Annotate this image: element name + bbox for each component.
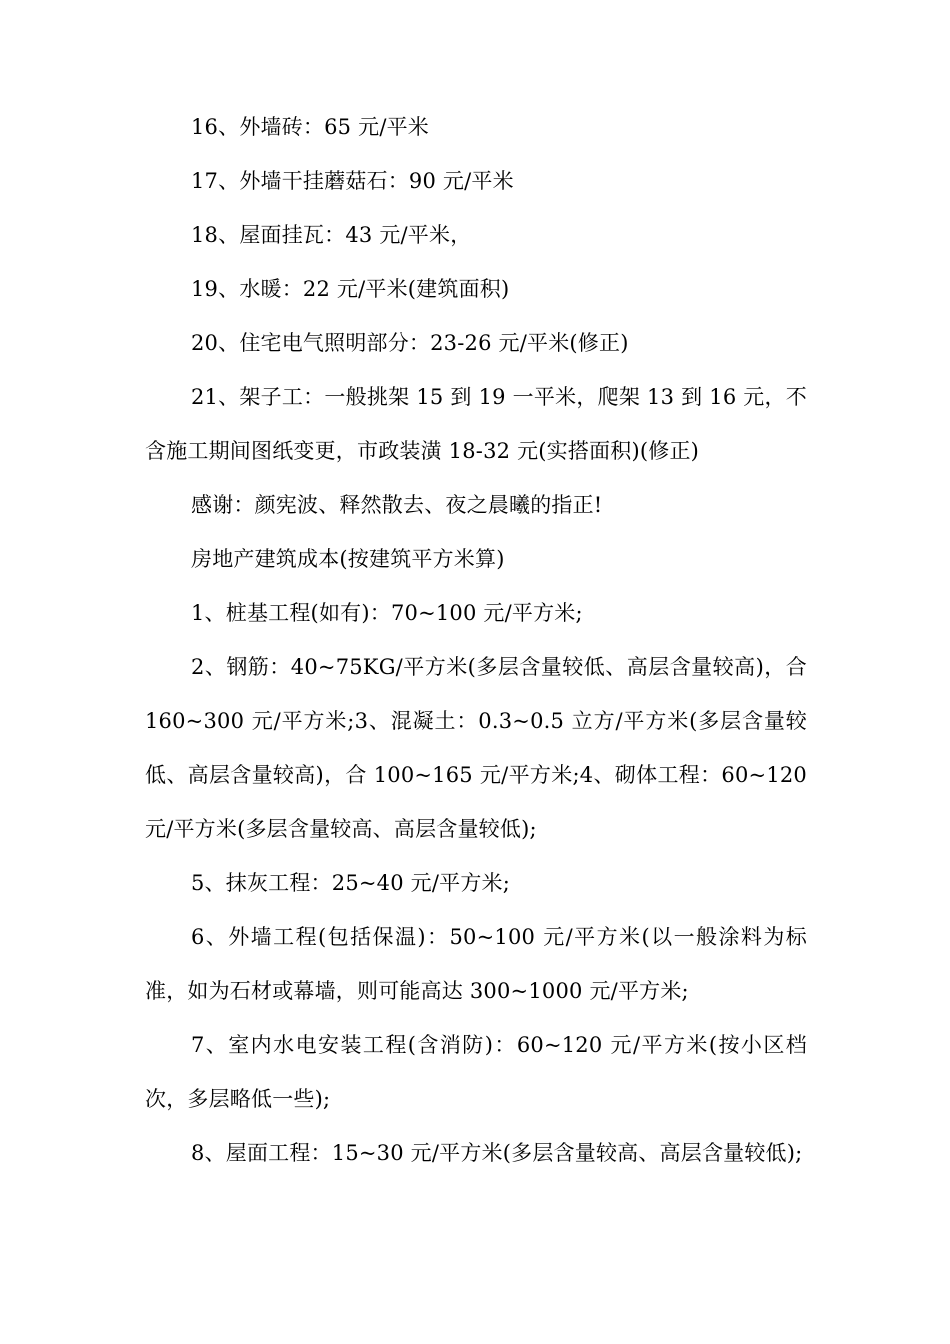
cost-item-5: 5、抹灰工程：25~40 元/平方米; [191, 871, 511, 895]
cost-item-1: 1、桩基工程(如有)：70~100 元/平方米; [191, 601, 583, 625]
section-heading: 房地产建筑成本(按建筑平方米算) [191, 547, 505, 571]
cost-item-2-3-4: 2、钢筋：40~75KG/平方米(多层含量较低、高层含量较高)，合 160~300 元/平方米;3、混凝土：0.3~0.5 立方/平方米(多层含量较低、高层含量较高)，合 100~165 元/平方米;4、砌体工程：60~120 元/平方米(多层含量较高、高层含量较低); [145, 655, 807, 841]
paragraph-item-16: 16、外墙砖：65 元/平米 [191, 115, 429, 139]
cost-item-6: 6、外墙工程(包括保温)：50~100 元/平方米(以一般涂料为标准，如为石材或幕墙，则可能高达 300~1000 元/平方米; [145, 925, 807, 1003]
cost-item-8: 8、屋面工程：15~30 元/平方米(多层含量较高、高层含量较低); [191, 1141, 803, 1165]
paragraph-item-20: 20、住宅电气照明部分：23-26 元/平米(修正) [191, 331, 629, 355]
paragraph-item-21: 21、架子工：一般挑架 15 到 19 一平米，爬架 13 到 16 元，不含施工期间图纸变更，市政装潢 18-32 元(实搭面积)(修正) [145, 385, 807, 463]
cost-item-7: 7、室内水电安装工程(含消防)：60~120 元/平方米(按小区档次，多层略低一些); [145, 1033, 807, 1111]
acknowledgement-paragraph: 感谢：颜宪波、释然散去、夜之晨曦的指正! [191, 493, 603, 517]
paragraph-item-17: 17、外墙干挂蘑菇石：90 元/平米 [191, 169, 514, 193]
document-body [145, 100, 807, 1180]
paragraph-item-18: 18、屋面挂瓦：43 元/平米， [191, 223, 472, 247]
paragraph-item-19: 19、水暖：22 元/平米(建筑面积) [191, 277, 510, 301]
